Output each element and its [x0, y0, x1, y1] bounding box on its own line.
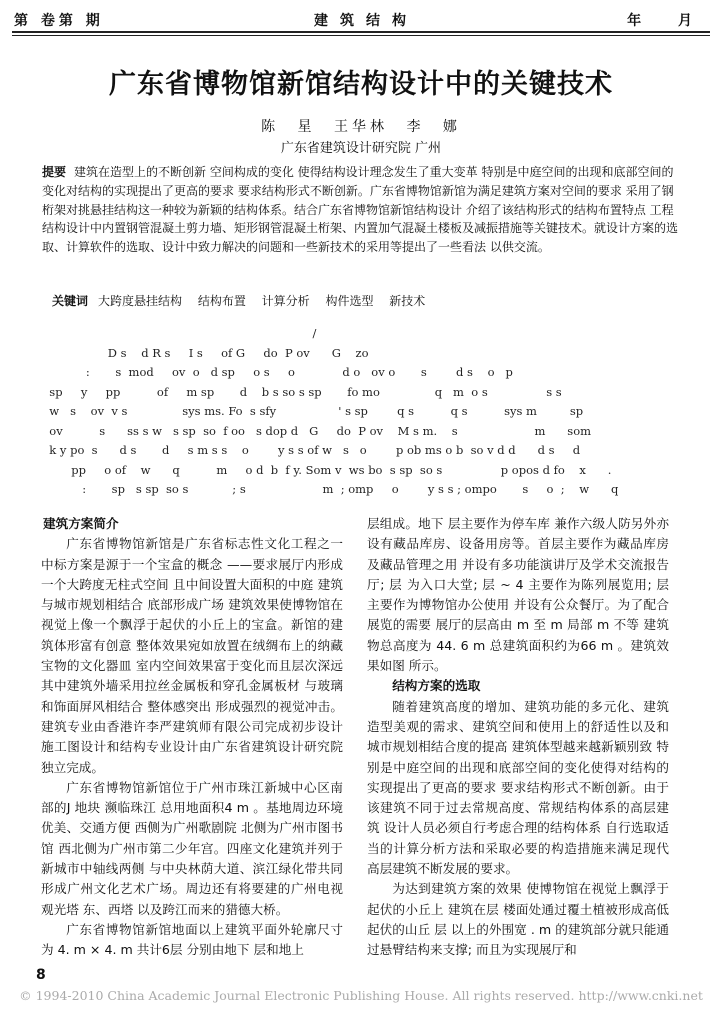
paragraph: 广东省博物馆新馆位于广州市珠江新城中心区南部的J 地块 濒临珠江 总用地面积4 m 。基地周边环境优美、交通方便 西侧为广州歌剧院 北侧为广州市图书馆 西北侧为广州市第二少年宫。四座文化建筑并列于新城市中轴线两侧 与中央林荫大道、滨江绿化带共同形成广州文化艺术广场。周边还有将要建的广州电视观光塔 东、西塔 以及跨江而来的猎德大桥。: [41, 779, 343, 917]
english-line: w s ov v s sys ms. Fo s sfy ' s sp q s q s sys m sp: [42, 404, 584, 418]
header-journal: 建筑结构: [314, 13, 418, 29]
english-line: sp y pp of m sp d b s so s sp fo mo q m o s s s: [42, 384, 562, 399]
abstract: [42, 163, 678, 257]
body-right-column: [367, 514, 669, 961]
english-line: pp o of w q m o d b f y. Som v ws bo s sp so s p opos d fo x .: [42, 462, 612, 477]
paragraph: 广东省博物馆新馆是广东省标志性文化工程之一 中标方案是源于一个宝盒的概念 ——要求展厅内形成一个大跨度无柱式空间 且中间设置大面积的中庭 建筑与城市规划相结合 底部形成广场 建筑效果使博物馆在视觉上像一个飘浮于起伏的小丘上的宝盒。新馆的建筑体形富有创意 整体效果宛如放置在绒绸布上的纳藏宝物的文化器皿 室内空间效果富于变化而且层次深远 其中建筑外墙采用拉丝金属板和穿孔金属板材 与玻璃和饰面屏风相结合 整体感突出 形成强烈的视觉冲击。建筑专业由香港许李严建筑师有限公司完成初步设计 施工图设计和结构专业设计由广东省建筑设计研究院独立完成。: [41, 536, 343, 775]
english-line: D s d R s I s of G do P ov G zo: [42, 345, 369, 360]
keywords-text: 大跨度悬挂结构 结构布置 计算分析 构件选型 新技术: [98, 294, 426, 308]
running-header: [14, 6, 708, 28]
header-rule-thin: [12, 35, 710, 36]
english-abstract: [42, 324, 682, 500]
header-issue: 第 卷第 期: [14, 13, 104, 29]
section-heading: 建筑方案简介: [43, 516, 119, 531]
paragraph: 广东省博物馆新馆地面以上建筑平面外轮廓尺寸为 4. m × 4. m 共计6层 分别由地下 层和地上: [41, 921, 343, 958]
authors: 陈 星 王华林 李 娜: [261, 119, 461, 135]
keywords: [52, 292, 672, 309]
header-date: 年 月: [627, 13, 708, 29]
english-line: /: [42, 326, 317, 340]
abstract-text: 建筑在造型上的不断创新 空间构成的变化 使得结构设计理念发生了重大变革 特别是中庭空间的出现和底部空间的变化对结构的实现提出了更高的要求 要求结构形式不断创新。广东省博物馆新馆为满足建筑方案对空间的要求 采用了钢桁架对挑悬挂结构这一种较为新颖的结构体系。结合广东省博物馆新馆结构设计 介绍了该结构形式的结构布置特点 工程结构设计中内置钢管混凝土剪力墙、矩形钢管混凝土桁架、内置加气混凝土楼板及减振措施等关键技术。就设计方案的选取、计算软件的选取、设计中致力解决的问题和一些新技术的采用等提出了一些看法 以供交流。: [42, 165, 679, 255]
paragraph: 随着建筑高度的增加、建筑功能的多元化、建筑造型美观的需求、建筑空间和使用上的舒适性以及和城市规划相结合度的提高 建筑体型越来越新颖别致 特别是中庭空间的出现和底部空间的变化使得对结构的实现提出了更高的要求 要求结构形式不断创新。由于该建筑不同于过去常规高度、常规结构体系的高层建筑 设计人员必须自行考虑合理的结构体系 自行选取适当的计算分析方法和采取必要的构造措施来满足现代高层建筑不断发展的要求。: [367, 698, 669, 877]
paper-title: 广东省博物馆新馆结构设计中的关键技术: [109, 69, 613, 100]
page-number: 8: [36, 967, 46, 983]
keywords-label: 关键词: [52, 294, 89, 308]
section-heading: 结构方案的选取: [392, 678, 481, 694]
body-left-column: [41, 514, 343, 961]
english-line: : sp s sp so s ; s m ; omp o y s s ; ompo s o ; w q: [42, 482, 619, 496]
header-rule-thick: [12, 31, 710, 33]
abstract-label: 提要: [42, 165, 67, 179]
affiliation: 广东省建筑设计研究院 广州: [280, 141, 442, 156]
paragraph: 为达到建筑方案的效果 使博物馆在视觉上飘浮于起伏的小丘上 建筑在层 楼面处通过覆土植被形成高低起伏的山丘 层 以上的外围宽 . m 的建筑部分就只能通过悬臂结构来支撑; 而且为实现展厅和: [367, 881, 669, 958]
english-line: : s mod ov o d sp o s o d o ov o s d s o p: [42, 365, 513, 379]
paragraph: 层组成。地下 层主要作为停车库 兼作六级人防另外亦设有藏品库房、设备用房等。首层主要作为藏品库房及藏品管理之用 并设有多功能演讲厅及学术交流报告厅; 层 为入口大堂; 层 ~ 4 主要作为陈列展览用; 层 主要作为博物馆办公使用 并设有公众餐厅。为了配合展览的需要 展厅的层高由 m 至 m 局部 m 不等 建筑物总高度为 44. 6 m 总建筑面积约为66 m 。建筑效果如图 所示。: [367, 516, 669, 674]
english-line: ov s ss s w s sp so f oo s dop d G do P ov M s m. s m som: [42, 423, 592, 438]
english-line: k y po s d s d s m s s o y s s of w s o p ob ms o b so v d d d s d: [42, 443, 581, 457]
copyright-footer: © 1994-2010 China Academic Journal Electronic Publishing House. All rights reserved. http://www.cnki.net: [19, 988, 703, 1003]
